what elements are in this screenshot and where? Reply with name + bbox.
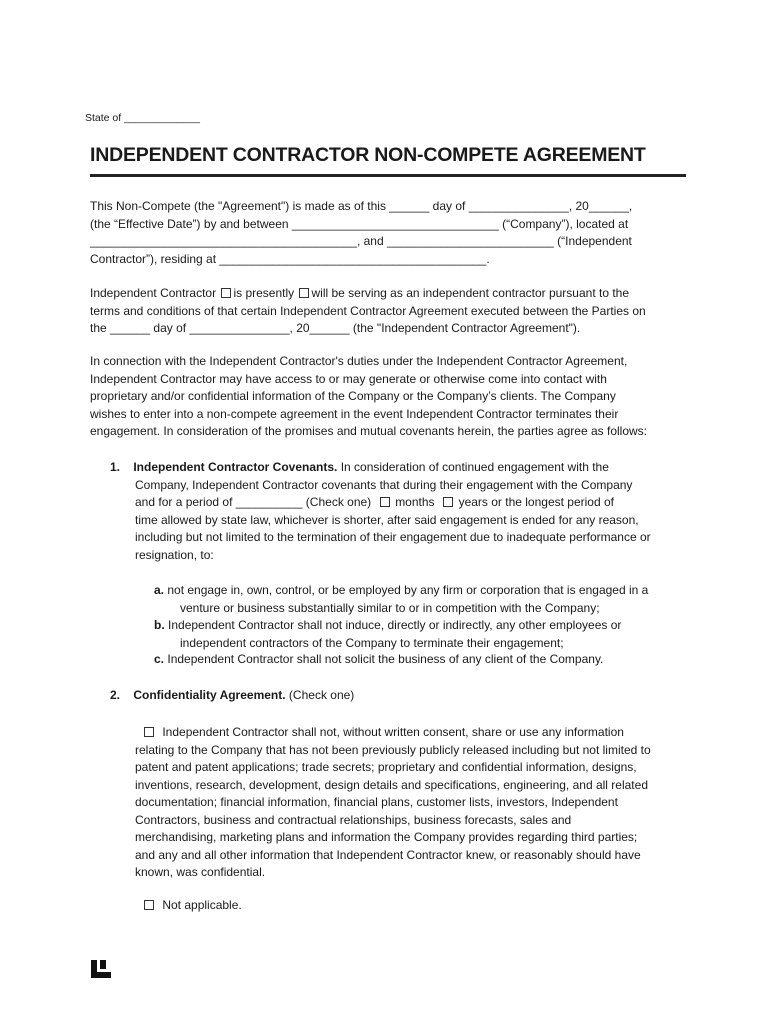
connection-line: In connection with the Independent Contractor's duties under the Independent Contractor Agreement,	[90, 354, 628, 368]
will-be-checkbox[interactable]	[299, 288, 309, 298]
option-text: Contractors, business and contractual relationships, business forecasts, sales and	[135, 812, 572, 827]
confidentiality-option-2	[135, 897, 695, 915]
item-text: independent contractors of the Company to terminate their engagement;	[180, 635, 564, 650]
section-number: 2.	[110, 688, 121, 702]
covenant-item-a	[154, 582, 694, 617]
intro-line: (the “Effective Date”) by and between _______________________________ (“Company”), located at	[90, 216, 629, 231]
section-text: resignation, to:	[135, 547, 214, 562]
connection-line: Independent Contractor may have access to or may generate or otherwise come into contact with	[90, 371, 607, 386]
option-text: known, was confidential.	[135, 865, 266, 879]
months-checkbox[interactable]	[380, 497, 390, 507]
status-option-presently: is presently	[233, 286, 295, 300]
confidentiality-option-1	[135, 724, 695, 882]
option-text: patent and patent applications; trade secrets; proprietary and confidential information, designs,	[135, 760, 637, 774]
connection-line: proprietary and/or confidential information of the Company or the Company’s clients. The Company	[90, 389, 616, 403]
intro-line: ________________________________________, and _________________________ (“Independent	[90, 234, 632, 248]
intro-line: Contractor”), residing at ________________________________________.	[90, 251, 490, 266]
section-text: (Check one)	[285, 688, 355, 702]
status-paragraph	[90, 285, 690, 338]
connection-paragraph	[90, 353, 690, 441]
section-covenants	[110, 459, 690, 564]
document-title: INDEPENDENT CONTRACTOR NON-COMPETE AGREEMENT	[90, 144, 646, 166]
section-text: In consideration of continued engagement with the	[337, 460, 609, 474]
intro-paragraph	[90, 198, 690, 268]
item-text: venture or business substantially similar to or in competition with the Company;	[180, 600, 600, 615]
option-text: relating to the Company that has not been previously publicly released including but not limited to	[135, 742, 651, 757]
connection-line: wishes to enter into a non-compete agreement in the event Independent Contractor terminates their	[90, 406, 619, 421]
status-prefix: Independent Contractor	[90, 286, 217, 300]
option-text: and any and all other information that Independent Contractor knew, or reasonably should have	[135, 847, 641, 862]
item-letter: a.	[154, 583, 165, 597]
option-text: Independent Contractor shall not, without written consent, share or use any information	[162, 725, 624, 739]
section-number: 1.	[110, 460, 121, 474]
option-text: merchandising, marketing plans and information the Company provides regarding third parties;	[135, 830, 638, 844]
status-option-will-be: will be serving as an independent contractor pursuant to the	[311, 286, 630, 300]
covenant-item-b	[154, 617, 694, 652]
section-heading: Confidentiality Agreement.	[133, 688, 286, 702]
section-text: Company, Independent Contractor covenants that during their engagement with the Company	[135, 477, 633, 492]
item-text: not engage in, own, control, or be employed by any firm or corporation that is engaged in a	[167, 583, 649, 597]
state-line: State of _____________	[85, 112, 201, 124]
presently-checkbox[interactable]	[221, 288, 231, 298]
not-applicable-checkbox[interactable]	[144, 900, 154, 910]
option-text: inventions, research, development, design details and specifications, engineering, and all related	[135, 777, 648, 792]
status-line: terms and conditions of that certain Independent Contractor Agreement executed between the Parties on	[90, 303, 646, 318]
intro-line: This Non-Compete (the "Agreement") is made as of this ______ day of _______________, 20______,	[90, 199, 633, 213]
section-text: time allowed by state law, whichever is shorter, after said engagement is ended for any reason,	[135, 512, 639, 527]
status-line: the ______ day of _______________, 20______ (the "Independent Contractor Agreement").	[90, 321, 581, 335]
section-text: including but not limited to the termination of their engagement due to inadequate performance or	[135, 530, 651, 544]
item-letter: c.	[154, 652, 165, 666]
months-label: months	[395, 495, 435, 509]
brand-logo-icon	[90, 958, 112, 980]
title-divider	[90, 174, 686, 177]
section-confidentiality	[110, 687, 690, 705]
covenant-item-c	[154, 651, 694, 669]
item-text: Independent Contractor shall not induce, directly or indirectly, any other employees or	[168, 618, 622, 632]
confidentiality-checkbox[interactable]	[144, 727, 154, 737]
option-text: documentation; financial information, financial plans, customer lists, investors, Independent	[135, 795, 618, 809]
item-letter: b.	[154, 618, 165, 632]
years-label: years or the longest period of	[458, 495, 614, 509]
option-text: Not applicable.	[162, 898, 242, 912]
item-text: Independent Contractor shall not solicit the business of any client of the Company.	[167, 652, 604, 666]
years-checkbox[interactable]	[443, 497, 453, 507]
section-heading: Independent Contractor Covenants.	[133, 460, 338, 474]
period-prefix: and for a period of __________ (Check one)	[135, 495, 372, 509]
connection-line: engagement. In consideration of the promises and mutual covenants herein, the parties agree as follows:	[90, 424, 647, 438]
